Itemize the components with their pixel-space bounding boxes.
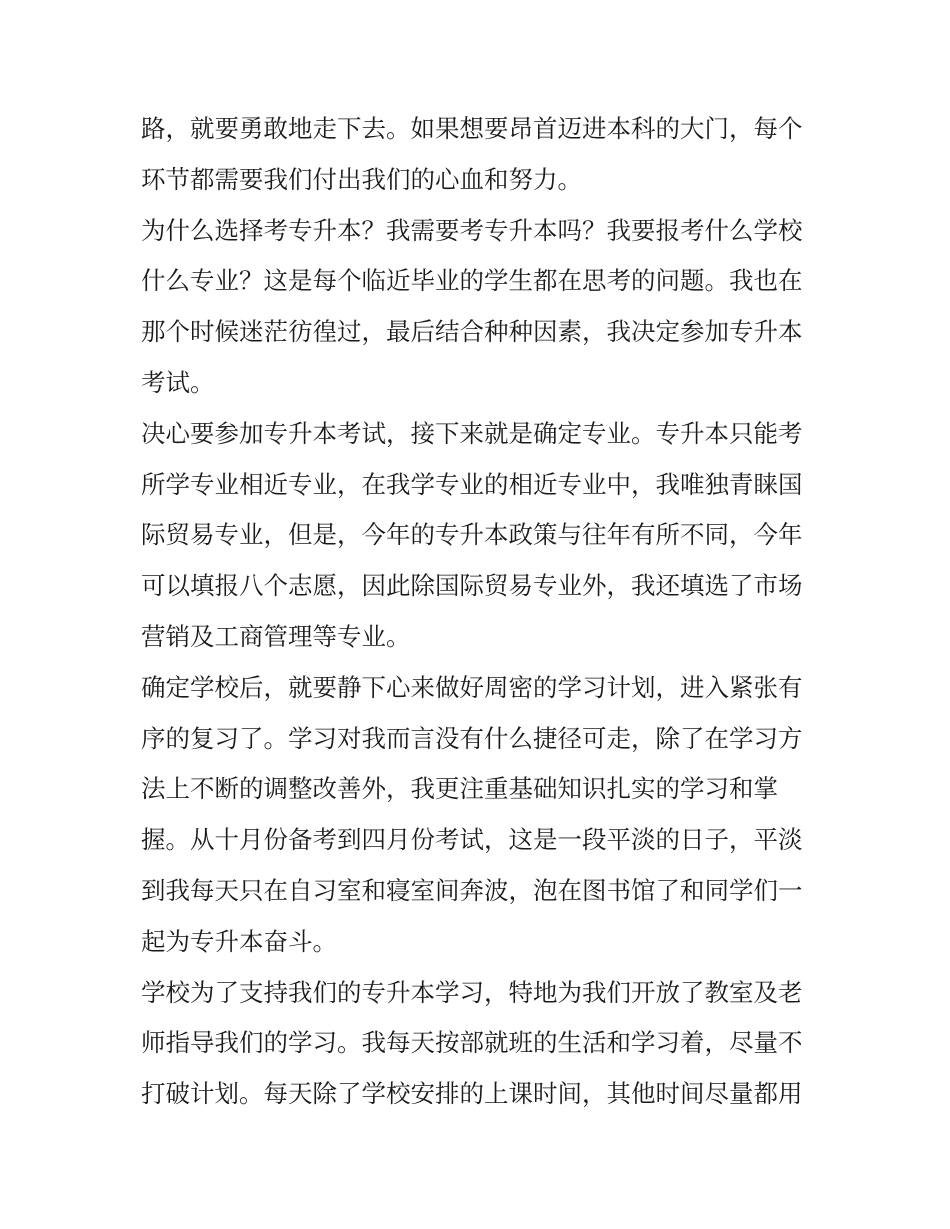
text-line: 握。从十月份备考到四月份考试，这是一段平淡的日子，平淡 [141,825,803,855]
text-line: 学校为了支持我们的专升本学习，特地为我们开放了教室及老 [141,977,803,1007]
text-line: 师指导我们的学习。我每天按部就班的生活和学习着，尽量不 [141,1028,803,1058]
text-line: 序的复习了。学习对我而言没有什么捷径可走，除了在学习方 [141,723,803,753]
text-line: 到我每天只在自习室和寝室间奔波，泡在图书馆了和同学们一 [141,875,803,905]
body-text [141,104,821,1120]
text-line: 打破计划。每天除了学校安排的上课时间，其他时间尽量都用 [141,1079,803,1109]
text-line: 确定学校后，就要静下心来做好周密的学习计划，进入紧张有 [141,672,803,702]
text-line: 为什么选择考专升本？我需要考专升本吗？我要报考什么学校 [141,215,803,245]
text-line: 那个时候迷茫彷徨过，最后结合种种因素，我决定参加专升本 [141,317,803,347]
text-line: 起为专升本奋斗。 [141,926,337,956]
text-line: 际贸易专业，但是，今年的专升本政策与往年有所不同，今年 [141,520,803,550]
text-line: 考试。 [141,367,215,397]
text-line: 什么专业？这是每个临近毕业的学生都在思考的问题。我也在 [141,266,803,296]
text-line: 所学专业相近专业，在我学专业的相近专业中，我唯独青睐国 [141,469,803,499]
text-line: 可以填报八个志愿，因此除国际贸易专业外，我还填选了市场 [141,571,803,601]
text-line: 环节都需要我们付出我们的心血和努力。 [141,164,582,194]
text-line: 法上不断的调整改善外，我更注重基础知识扎实的学习和掌 [141,774,778,804]
text-line: 营销及工商管理等专业。 [141,621,411,651]
text-line: 决心要参加专升本考试，接下来就是确定专业。专升本只能考 [141,418,803,448]
text-line: 路，就要勇敢地走下去。如果想要昂首迈进本科的大门，每个 [141,114,803,143]
